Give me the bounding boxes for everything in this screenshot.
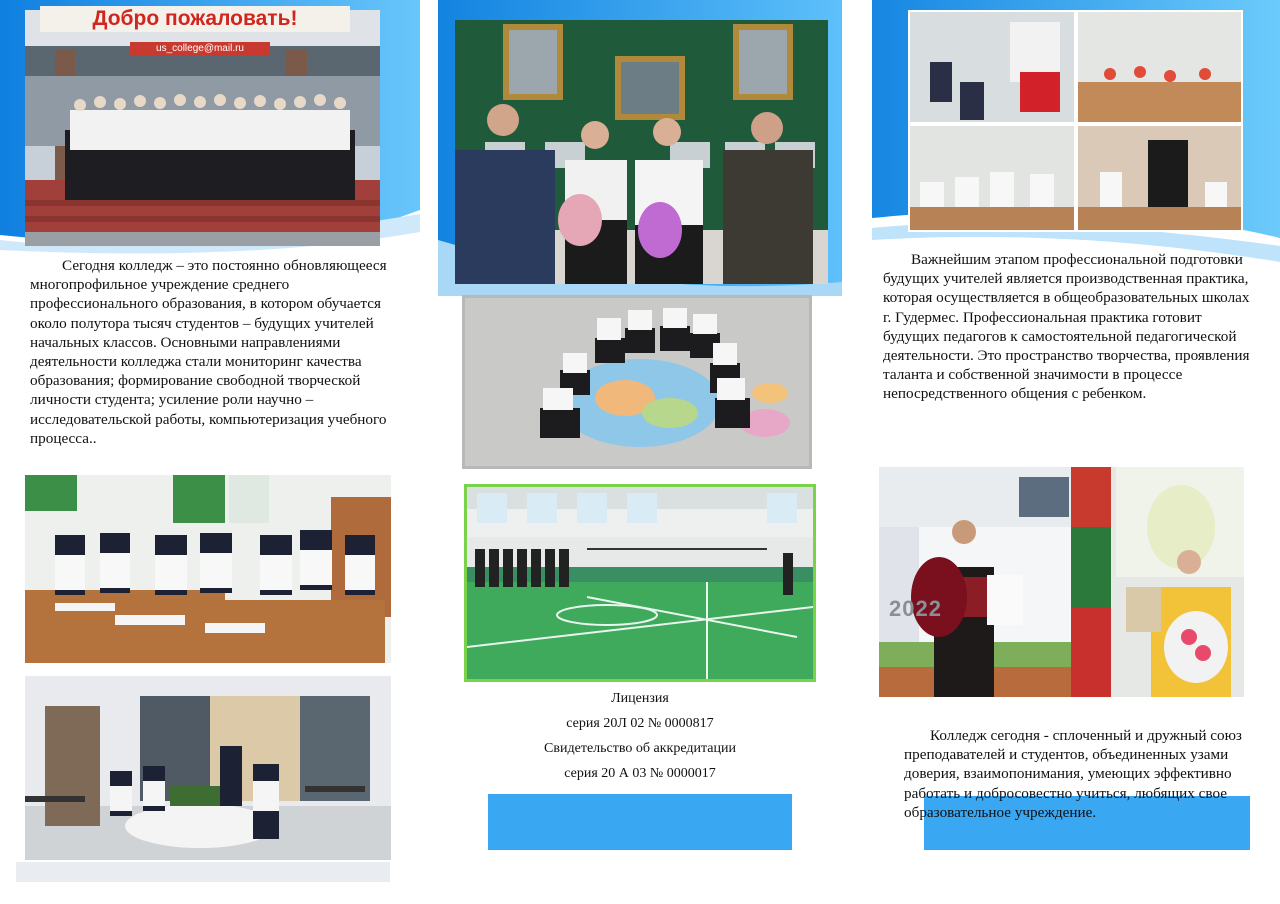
email-sign: us_college@mail.ru [130, 42, 270, 56]
right-practice-text: Важнейшим этапом профессиональной подготовки будущих учителей является производственная практика, которая осуществляется в общеобразовательных школах г. Гудермес. Профессиональная практика готовит будущих педагогов к самостоятельной педагогической деятельности. Это пространство творчества, проявления таланта и собственной значимости в процессе непосредственного общения с ребенком. [883, 251, 1250, 403]
left-intro-text: Сегодня колледж – это постоянно обновляющееся многопрофильное учреждение среднего профессионального образования, в котором обучается около полутора тысяч студентов – будущих учителей начальных классов. Основными направлениями деятельности колледжа стали мониторинг качества образования; формирование свободной творческой личности студента; усиление роли научно – исследовательской работы, компьютеризация учебного процесса.. [30, 257, 387, 447]
right-practice-paragraph [883, 250, 1253, 404]
gymnasium-photo [464, 484, 816, 682]
diploma-flowers-photo [1071, 467, 1244, 697]
left-bottom-shadow [16, 862, 390, 882]
chalk-drawing-circle-photo [462, 295, 812, 469]
banner-year: 2022 [889, 596, 942, 621]
accreditation-series: серия 20 А 03 № 0000017 [564, 766, 716, 781]
license-info [490, 686, 790, 786]
right-closing-text: Колледж сегодня - сплоченный и дружный союз преподавателей и студентов, объединенных узами доверия, взаимопонимания, умеющих эффективно работать и добросовестно учиться, любящих свое образовательное учреждение. [904, 727, 1242, 821]
accreditation-title: Свидетельство об аккредитации [544, 741, 736, 756]
classroom-photo [25, 475, 391, 663]
computer-lab-photo [25, 676, 391, 860]
welcome-sign: Добро пожаловать! [40, 6, 350, 32]
license-series: серия 20Л 02 № 0000817 [566, 716, 714, 731]
right-closing-paragraph [904, 726, 1244, 822]
award-ceremony-photo [455, 20, 828, 284]
center-blue-bar [488, 794, 792, 850]
license-title: Лицензия [611, 691, 669, 706]
left-intro-paragraph [30, 256, 388, 448]
school-practice-collage-photo [908, 10, 1243, 232]
championship-award-photo [879, 467, 1071, 697]
